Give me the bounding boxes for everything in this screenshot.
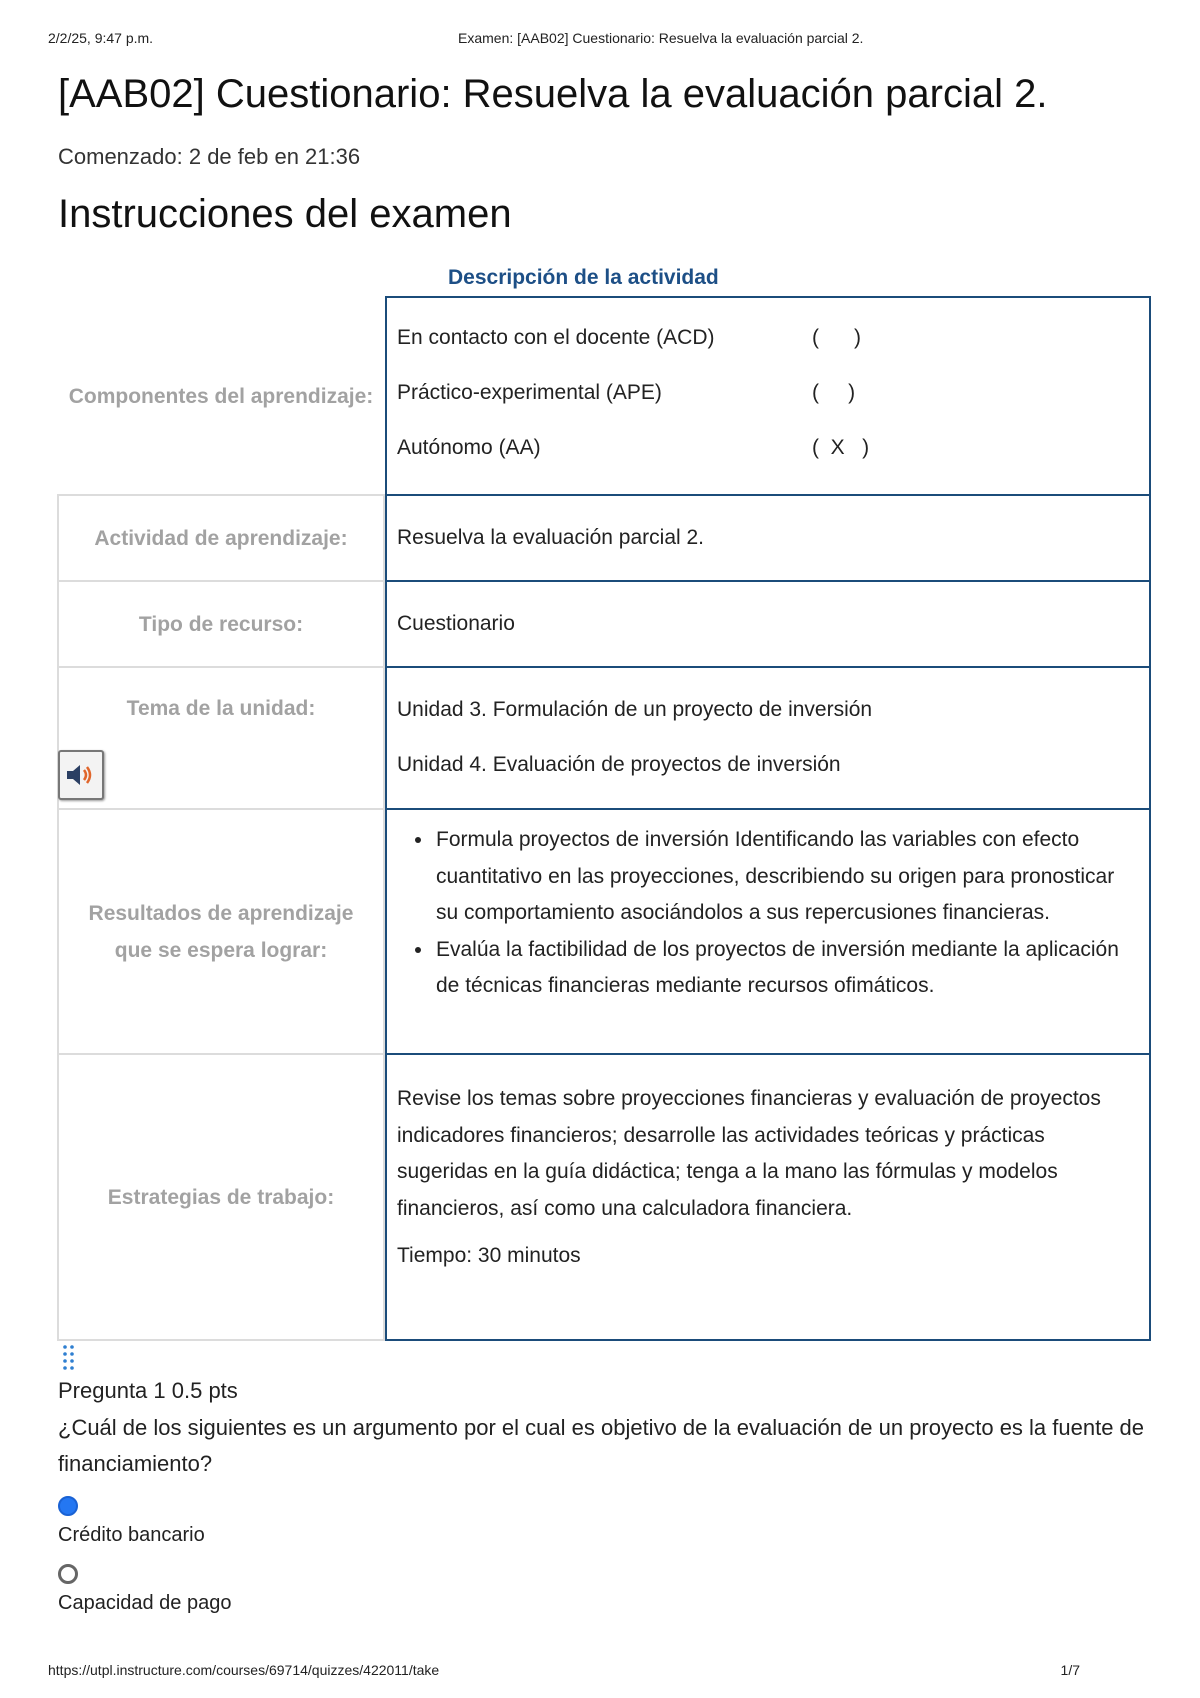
outcomes-label: Resultados de aprendizaje que se espera lograr: [88, 901, 354, 962]
activity-label: Actividad de aprendizaje: [94, 526, 348, 550]
activity-description-caption: Descripción de la actividad [448, 266, 719, 289]
activity-label-cell [57, 494, 385, 582]
resource-label-cell [57, 580, 385, 668]
component-mark: ( X ) [812, 435, 870, 459]
outcome-item: • Evalúa la factibilidad de los proyectos de inversión mediante la aplicación de técnicas financieras mediante recursos ofimáticos. [434, 932, 1139, 1005]
strategies-value-cell [385, 1053, 1151, 1341]
print-header [48, 30, 1160, 50]
outcomes-label-cell [57, 808, 385, 1055]
strategies-label: Estrategias de trabajo: [107, 1185, 335, 1209]
component-name: Autónomo (AA) [397, 435, 541, 459]
outcomes-value-cell [385, 808, 1151, 1055]
radio-button[interactable] [58, 1564, 78, 1584]
answer-option[interactable] [58, 1496, 205, 1547]
unit-topic-value-cell [385, 666, 1151, 810]
print-footer [48, 1662, 1160, 1682]
drag-handle-icon[interactable] [62, 1344, 76, 1370]
strategies-text: Revise los temas sobre proyecciones financieras y evaluación de proyectos indicadores financieros; desarrolle las actividades teóricas y prácticas sugeridas en la guía didáctica; tenga a la mano las fórmulas y modelos financieros, así como una calculadora financiera. [397, 1087, 1101, 1220]
resource-value-cell [385, 580, 1151, 668]
started-timestamp: Comenzado: 2 de feb en 21:36 [58, 144, 361, 169]
speaker-icon [65, 762, 97, 788]
answer-option-label: Capacidad de pago [58, 1592, 232, 1614]
instructions-heading: Instrucciones del examen [58, 192, 512, 236]
print-page-number: 1/7 [1060, 1662, 1080, 1678]
print-url: https://utpl.instructure.com/courses/69714/quizzes/422011/take [48, 1662, 440, 1678]
activity-table [57, 296, 1151, 1341]
outcomes-list [397, 822, 1139, 1005]
resource-value: Cuestionario [397, 612, 515, 635]
component-row [397, 310, 1139, 365]
component-mark: ( ) [812, 380, 856, 404]
unit-item: Unidad 3. Formulación de un proyecto de inversión [397, 697, 873, 721]
unit-topic-label: Tema de la unidad: [126, 697, 316, 720]
question-text: ¿Cuál de los siguientes es un argumento por el cual es objetivo de la evaluación de un proyecto es la fuente de financiamiento? [58, 1415, 1145, 1476]
question-header: Pregunta 1 0.5 pts [58, 1378, 238, 1403]
print-date: 2/2/25, 9:47 p.m. [48, 30, 154, 46]
read-aloud-button[interactable] [58, 750, 104, 800]
unit-topic-label-cell [57, 666, 385, 810]
activity-value: Resuelva la evaluación parcial 2. [397, 526, 705, 549]
components-label: Componentes del aprendizaje: [68, 384, 374, 408]
component-row [397, 365, 1139, 420]
activity-value-cell [385, 494, 1151, 582]
resource-label: Tipo de recurso: [138, 612, 304, 636]
component-name: En contacto con el docente (ACD) [397, 325, 715, 349]
page-title: [AAB02] Cuestionario: Resuelva la evaluación parcial 2. [58, 72, 1048, 116]
components-value-cell [385, 296, 1151, 496]
component-name: Práctico-experimental (APE) [397, 380, 662, 404]
unit-item: Unidad 4. Evaluación de proyectos de inversión [397, 752, 841, 776]
radio-button-selected[interactable] [58, 1496, 78, 1516]
component-row [397, 420, 1139, 475]
time-limit: Tiempo: 30 minutos [397, 1244, 581, 1267]
outcome-item: • Formula proyectos de inversión Identificando las variables con efecto cuantitativo en las proyecciones, describiendo su origen para pronosticar su comportamiento asociándolos a sus repercusiones financieras. [434, 822, 1139, 932]
answer-option-label: Crédito bancario [58, 1524, 205, 1546]
component-mark: ( ) [812, 325, 861, 349]
print-document-title: Examen: [AAB02] Cuestionario: Resuelva la evaluación parcial 2. [458, 30, 864, 46]
answer-option[interactable] [58, 1564, 231, 1615]
components-label-cell [57, 296, 385, 496]
strategies-label-cell [57, 1053, 385, 1341]
